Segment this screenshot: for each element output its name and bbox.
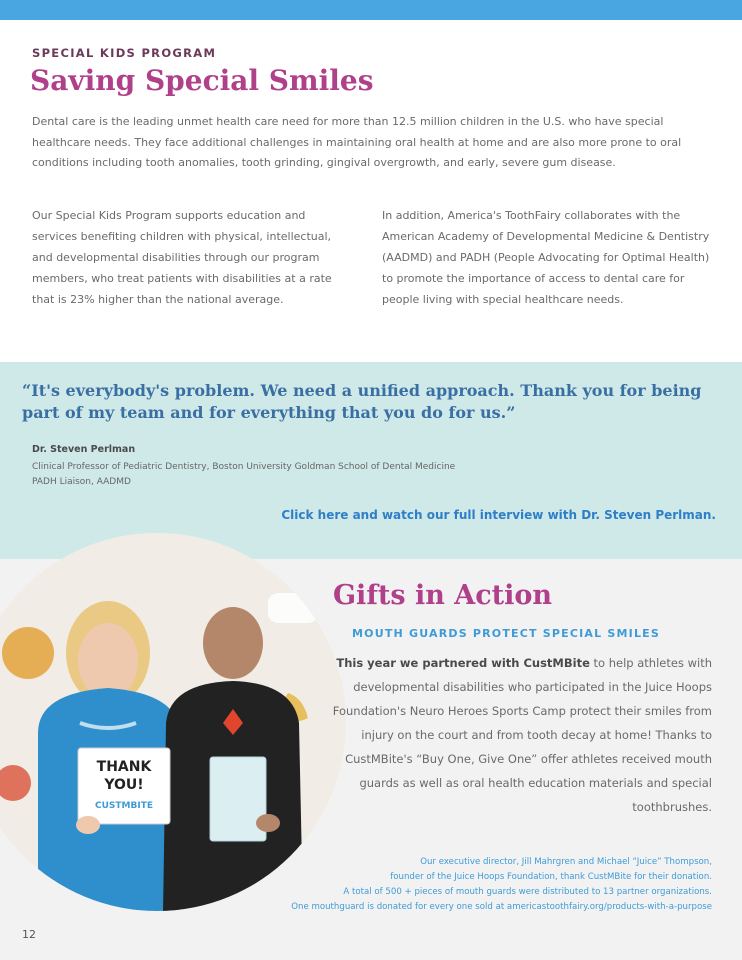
- caption-line3: A total of 500 + pieces of mouth guards were distributed to 13 partner organizations.: [343, 887, 712, 897]
- gifts-subtitle: MOUTH GUARDS PROTECT SPECIAL SMILES: [352, 627, 660, 640]
- quote-author-title-line2: PADH Liaison, AADMD: [32, 477, 131, 487]
- top-color-bar: [0, 0, 742, 20]
- caption-line2: founder of the Juice Hoops Foundation, thank CustMBite for their donation.: [390, 872, 712, 882]
- page-number: 12: [22, 928, 36, 941]
- watch-interview-link[interactable]: Click here and watch our full interview with Dr. Steven Perlman.: [281, 508, 716, 522]
- sign-brand: CUSTMBITE: [95, 801, 153, 811]
- sign-line2: YOU!: [104, 777, 144, 793]
- right-column-paragraph: In addition, America's ToothFairy collaborates with the American Academy of Developmental Medicine & Dentistry (AADMD) and PADH (People Advocating for Optimal Health) to promote the importance of access to dental care for people living with special healthcare needs.: [382, 209, 710, 306]
- gifts-body-lead: This year we partnered with CustMBite: [336, 656, 590, 670]
- quote-author-title-line1: Clinical Professor of Pediatric Dentistry, Boston University Goldman School of Dental Medicine: [32, 462, 456, 472]
- photo-caption: [110, 855, 712, 915]
- caption-line4: One mouthguard is donated for every one sold at americastoothfairy.org/products-with-a-purpose: [291, 902, 712, 912]
- intro-paragraph: Dental care is the leading unmet health care need for more than 12.5 million children in the U.S. who have special healthcare needs. They face additional challenges in maintaining oral health at home and are also more prone to oral conditions including tooth anomalies, tooth grinding, gingival overgrowth, and early, severe gum disease.: [32, 115, 682, 169]
- gifts-body-rest: to help athletes with developmental disabilities who participated in the Juice Hoops Foundation's Neuro Heroes Sports Camp protect their smiles from injury on the court and from tooth decay at home! Thanks to CustMBite's “Buy One, Give One” offer athletes received mouth guards as well as oral health education materials and special toothbrushes.: [332, 656, 712, 814]
- quote-author-name: Dr. Steven Perlman: [32, 444, 136, 455]
- testimonial-quote: “It's everybody's problem. We need a unified approach. Thank you for being part of my team and for everything that you do for us.”: [22, 381, 702, 422]
- gifts-body: [318, 651, 712, 819]
- thank-you-sign: [78, 748, 170, 824]
- page-title: Saving Special Smiles: [30, 64, 374, 97]
- quote-author-title: [32, 460, 672, 490]
- gifts-title: Gifts in Action: [333, 580, 553, 611]
- mouthguard-package: [210, 757, 266, 841]
- left-column-paragraph: Our Special Kids Program supports education and services benefiting children with physical, intellectual, and developmental disabilities through our program members, who treat patients with disabilities at a rate that is 23% higher than the national average.: [32, 209, 332, 306]
- section-kicker: SPECIAL KIDS PROGRAM: [32, 46, 217, 60]
- sign-line1: THANK: [96, 759, 152, 775]
- caption-line1: Our executive director, Jill Mahrgren and Michael “Juice” Thompson,: [420, 857, 712, 867]
